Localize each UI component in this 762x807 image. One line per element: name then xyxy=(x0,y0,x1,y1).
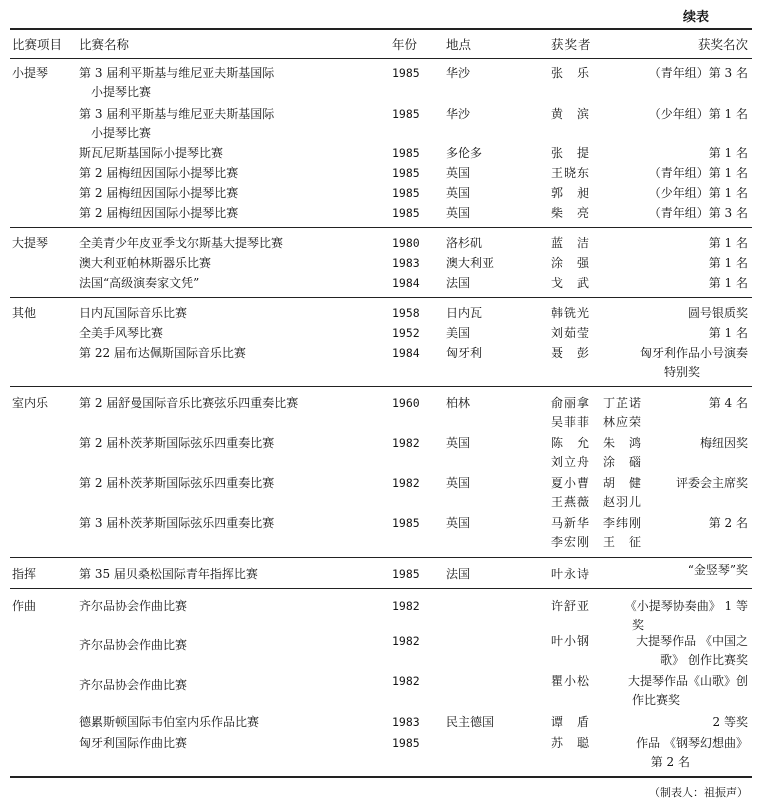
table-bottom-rule xyxy=(10,776,752,778)
place: 英国 xyxy=(446,166,471,180)
winner: 许舒亚 xyxy=(551,599,591,613)
place: 日内瓦 xyxy=(446,306,483,320)
winner: 聂 彭 xyxy=(551,346,591,360)
winners-line1: 陈 允 朱 鸿 xyxy=(551,436,643,450)
rank-cont: 奖 xyxy=(631,618,644,632)
winner: 苏 聪 xyxy=(551,736,591,750)
section-rule xyxy=(10,386,752,387)
header-year: 年份 xyxy=(392,37,418,52)
competition-name: 齐尔品协会作曲比赛 xyxy=(79,678,188,692)
competition-name: 第 2 届舒曼国际音乐比赛弦乐四重奏比赛 xyxy=(79,396,299,410)
competition-name: 第 3 届利平斯基与维尼亚夫斯基国际 xyxy=(79,107,275,121)
rank-cont: 歌》 创作比赛奖 xyxy=(660,653,748,667)
competition-name: 全美手风琴比赛 xyxy=(79,326,164,340)
section-rule xyxy=(10,297,752,298)
year: 1983 xyxy=(392,256,420,270)
year: 1985 xyxy=(392,66,420,80)
year: 1984 xyxy=(392,346,420,360)
competition-name: 第 22 届布达佩斯国际音乐比赛 xyxy=(79,346,246,360)
winners-line1: 马新华 李纬刚 xyxy=(551,516,643,530)
place: 华沙 xyxy=(446,107,471,121)
category-label: 其他 xyxy=(12,306,37,320)
header-rule xyxy=(10,58,752,59)
rank: 梅纽因奖 xyxy=(699,436,748,450)
rank-cont: 特别奖 xyxy=(663,365,700,379)
section-rule xyxy=(10,588,752,589)
place: 柏林 xyxy=(446,396,471,410)
winner: 戈 武 xyxy=(551,276,591,290)
category-label: 大提琴 xyxy=(12,236,49,250)
year: 1985 xyxy=(392,206,420,220)
year: 1985 xyxy=(392,166,420,180)
winners-line2: 刘立舟 涂 碯 xyxy=(551,455,643,469)
header-category: 比赛项目 xyxy=(12,37,63,52)
rank: 第 1 名 xyxy=(708,256,748,270)
winner: 韩铣光 xyxy=(551,306,591,320)
winner: 叶小钢 xyxy=(551,634,591,648)
year: 1980 xyxy=(392,236,420,250)
competition-name: 第 2 届梅纽因国际小提琴比赛 xyxy=(79,206,239,220)
competition-name: 齐尔品协会作曲比赛 xyxy=(79,638,188,652)
winners-line1: 俞丽拿 丁芷诺 xyxy=(551,396,643,410)
header-place: 地点 xyxy=(446,37,472,52)
rank: 第 1 名 xyxy=(708,236,748,250)
rank: 第 2 名 xyxy=(708,516,748,530)
winner: 蓝 洁 xyxy=(551,236,591,250)
year: 1985 xyxy=(392,107,420,121)
place: 英国 xyxy=(446,436,471,450)
place: 多伦多 xyxy=(446,146,483,160)
year: 1982 xyxy=(392,599,420,613)
category-label: 指挥 xyxy=(12,567,37,581)
competition-name: 法国“高级演奏家文凭” xyxy=(79,276,200,290)
competition-name: 日内瓦国际音乐比赛 xyxy=(79,306,188,320)
competition-name: 第 35 届贝桑松国际青年指挥比赛 xyxy=(79,567,258,581)
place: 法国 xyxy=(446,276,471,290)
rank: 第 1 名 xyxy=(708,276,748,290)
winner: 王晓东 xyxy=(551,166,591,180)
year: 1952 xyxy=(392,326,420,340)
rank: （青年组）第 3 名 xyxy=(648,66,748,80)
header-name: 比赛名称 xyxy=(79,37,130,52)
winner: 叶永诗 xyxy=(551,567,591,581)
rank: （少年组）第 1 名 xyxy=(648,186,748,200)
year: 1960 xyxy=(392,396,420,410)
table-top-rule xyxy=(10,28,752,30)
year: 1985 xyxy=(392,516,420,530)
competition-name-cont: 小提琴比赛 xyxy=(91,126,152,140)
place: 英国 xyxy=(446,516,471,530)
header-winner: 获奖者 xyxy=(551,37,592,52)
place: 匈牙利 xyxy=(446,346,483,360)
competition-name: 第 2 届朴茨茅斯国际弦乐四重奏比赛 xyxy=(79,476,275,490)
competition-name: 第 3 届利平斯基与维尼亚夫斯基国际 xyxy=(79,66,275,80)
rank: 评委会主席奖 xyxy=(675,476,748,490)
competition-name: 匈牙利国际作曲比赛 xyxy=(79,736,188,750)
rank: （少年组）第 1 名 xyxy=(648,107,748,121)
rank-cont: 第 2 名 xyxy=(650,755,690,769)
rank: （青年组）第 3 名 xyxy=(648,206,748,220)
year: 1982 xyxy=(392,674,420,688)
rank: 第 1 名 xyxy=(708,146,748,160)
competition-name: 第 2 届梅纽因国际小提琴比赛 xyxy=(79,166,239,180)
section-rule xyxy=(10,557,752,558)
winner: 张 乐 xyxy=(551,66,591,80)
year: 1982 xyxy=(392,436,420,450)
winner: 谭 盾 xyxy=(551,715,591,729)
place: 美国 xyxy=(446,326,471,340)
table-author-note: （制表人：祖振声） xyxy=(649,786,748,799)
year: 1958 xyxy=(392,306,420,320)
rank: “金竖琴”奖 xyxy=(687,563,748,577)
year: 1982 xyxy=(392,476,420,490)
rank-cont: 作比赛奖 xyxy=(631,693,680,707)
winner: 瞿小松 xyxy=(551,674,591,688)
competition-name: 斯瓦尼斯基国际小提琴比赛 xyxy=(79,146,224,160)
rank: 大提琴作品《山歌》创 xyxy=(627,674,748,688)
year: 1985 xyxy=(392,146,420,160)
winners-line2: 吴菲菲 林应荣 xyxy=(551,415,643,429)
rank: 圆号银质奖 xyxy=(687,306,748,320)
rank: 第 4 名 xyxy=(708,396,748,410)
year: 1982 xyxy=(392,634,420,648)
competition-name: 德累斯顿国际韦伯室内乐作品比赛 xyxy=(79,715,260,729)
year: 1985 xyxy=(392,736,420,750)
winner: 柴 亮 xyxy=(551,206,591,220)
place: 洛杉矶 xyxy=(446,236,483,250)
year: 1985 xyxy=(392,567,420,581)
continued-label: 续表 xyxy=(683,10,710,25)
place: 法国 xyxy=(446,567,471,581)
competition-name: 齐尔品协会作曲比赛 xyxy=(79,599,188,613)
competition-name: 第 2 届朴茨茅斯国际弦乐四重奏比赛 xyxy=(79,436,275,450)
section-rule xyxy=(10,227,752,228)
place: 英国 xyxy=(446,206,471,220)
rank: 2 等奖 xyxy=(712,715,748,729)
winner: 郭 昶 xyxy=(551,186,591,200)
rank: 《小提琴协奏曲》 1 等 xyxy=(624,599,748,613)
competition-name: 澳大利亚帕林斯器乐比赛 xyxy=(79,256,212,270)
category-label: 室内乐 xyxy=(12,396,49,410)
rank: （青年组）第 1 名 xyxy=(648,166,748,180)
competition-name: 全美青少年皮亚季戈尔斯基大提琴比赛 xyxy=(79,236,284,250)
header-rank: 获奖名次 xyxy=(697,37,748,52)
category-label: 作曲 xyxy=(12,599,37,613)
winners-line2: 王燕薇 赵羽儿 xyxy=(551,495,643,509)
place: 英国 xyxy=(446,186,471,200)
rank: 匈牙利作品小号演奏 xyxy=(639,346,748,360)
year: 1984 xyxy=(392,276,420,290)
place: 英国 xyxy=(446,476,471,490)
competition-name-cont: 小提琴比赛 xyxy=(91,85,152,99)
winners-line2: 李宏刚 王 征 xyxy=(551,535,643,549)
competition-name: 第 2 届梅纽因国际小提琴比赛 xyxy=(79,186,239,200)
rank: 大提琴作品 《中国之 xyxy=(636,634,748,648)
competition-name: 第 3 届朴茨茅斯国际弦乐四重奏比赛 xyxy=(79,516,275,530)
winner: 刘茹莹 xyxy=(551,326,591,340)
rank: 作品 《钢琴幻想曲》 xyxy=(636,736,748,750)
winners-line1: 夏小曹 胡 健 xyxy=(551,476,643,490)
year: 1983 xyxy=(392,715,420,729)
winner: 黄 滨 xyxy=(551,107,591,121)
winner: 涂 强 xyxy=(551,256,591,270)
place: 华沙 xyxy=(446,66,471,80)
year: 1985 xyxy=(392,186,420,200)
place: 民主德国 xyxy=(446,715,495,729)
winner: 张 提 xyxy=(551,146,591,160)
place: 澳大利亚 xyxy=(446,256,495,270)
category-label: 小提琴 xyxy=(12,66,49,80)
rank: 第 1 名 xyxy=(708,326,748,340)
